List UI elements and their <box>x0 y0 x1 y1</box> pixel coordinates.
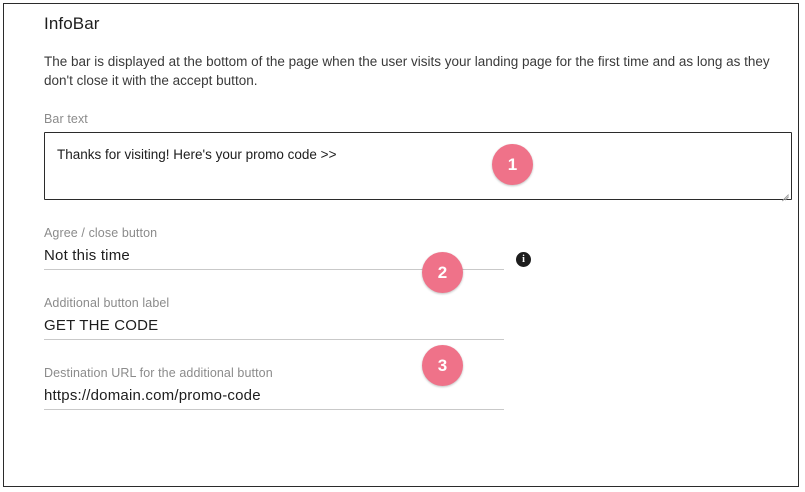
destination-url-input[interactable] <box>44 387 504 410</box>
destination-url-label: Destination URL for the additional button <box>44 366 273 380</box>
destination-url-field-group <box>44 366 780 410</box>
additional-button-label-value: GET THE CODE <box>44 317 159 334</box>
destination-url-value: https://domain.com/promo-code <box>44 387 261 404</box>
panel-description: The bar is displayed at the bottom of the page when the user visits your landing page for the first time and as long as they don't close it with the accept button. <box>44 54 770 88</box>
additional-button-label-input[interactable] <box>44 317 504 340</box>
panel-content <box>44 14 780 410</box>
page-title: InfoBar <box>44 14 100 33</box>
additional-button-label-label: Additional button label <box>44 296 170 310</box>
infobar-settings-panel <box>3 3 799 487</box>
bar-text-label: Bar text <box>44 112 88 126</box>
info-icon[interactable]: i <box>516 252 531 267</box>
annotation-marker-1: 1 <box>492 144 533 185</box>
annotation-marker-3: 3 <box>422 345 463 386</box>
additional-button-label-field-group <box>44 296 780 340</box>
bar-text-field-group <box>44 112 780 200</box>
agree-close-button-value: Not this time <box>44 247 130 264</box>
bar-text-input[interactable] <box>44 132 792 200</box>
agree-close-button-field-group <box>44 226 780 270</box>
bar-text-value: Thanks for visiting! Here's your promo code >> <box>57 147 337 162</box>
resize-handle-icon[interactable] <box>779 187 789 197</box>
agree-close-button-label: Agree / close button <box>44 226 158 240</box>
annotation-marker-2: 2 <box>422 252 463 293</box>
